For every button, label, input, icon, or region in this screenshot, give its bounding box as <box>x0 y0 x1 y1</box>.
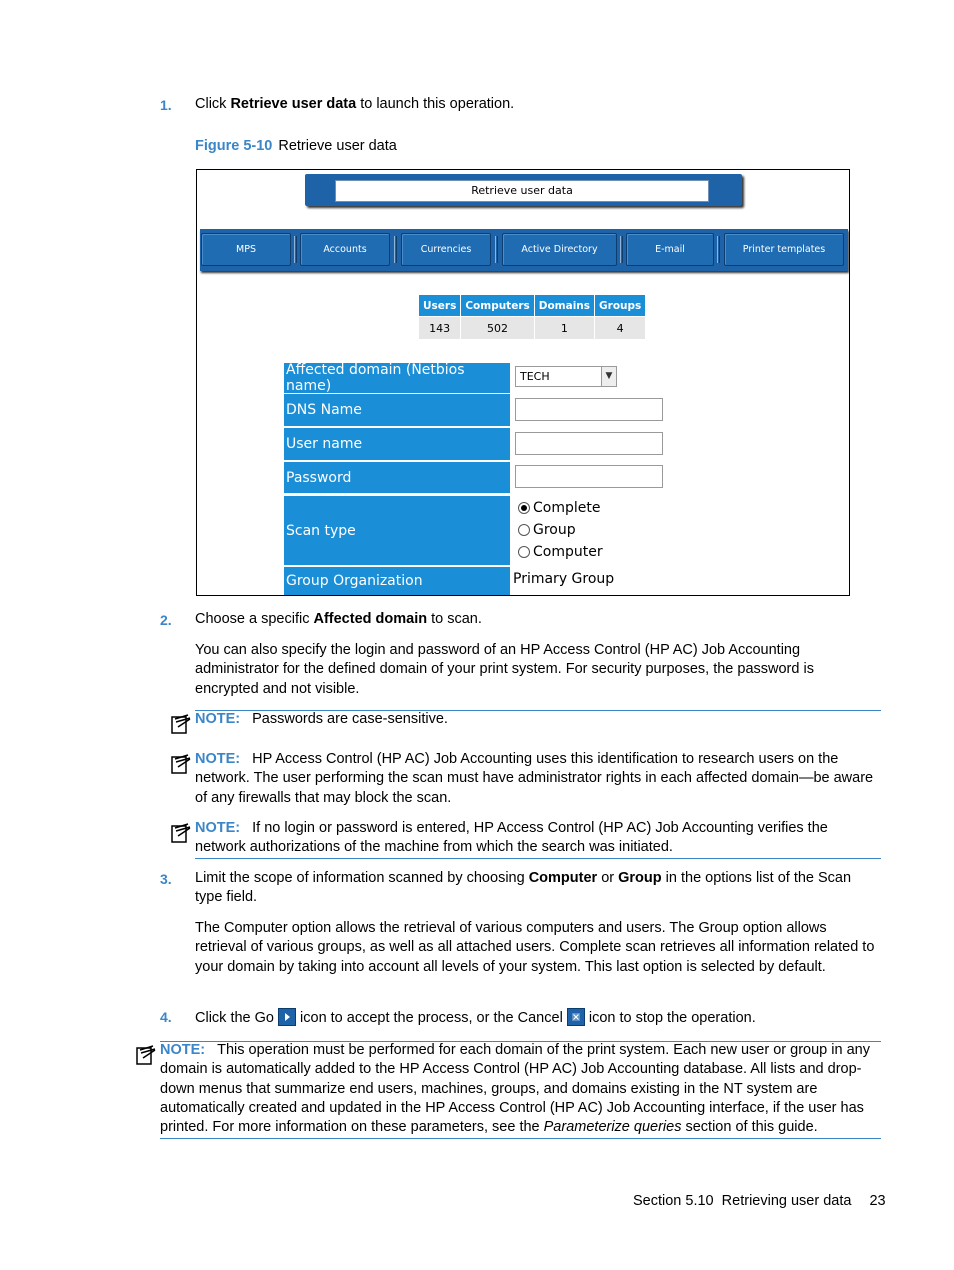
affected-domain-label: Affected domain (Netbios name) <box>284 363 510 393</box>
scan-option-complete[interactable]: Complete <box>518 500 600 516</box>
note-1: NOTE: Passwords are case-sensitive. <box>195 711 448 727</box>
note-rule <box>160 1138 881 1139</box>
step-1-text: Click Retrieve user data to launch this operation. <box>195 96 515 112</box>
retrieve-user-data-button[interactable]: Retrieve user data <box>305 174 742 206</box>
group-organization-value: Primary Group <box>513 571 615 587</box>
step-3-text: Limit the scope of information scanned by choosing Computer or Group in the options list of the Scan type field. <box>195 870 852 906</box>
nav-bar <box>200 229 848 271</box>
page-number: 23 <box>869 1193 886 1209</box>
nav-separator <box>717 236 720 263</box>
note-3: NOTE: If no login or password is entered, HP Access Control (HP AC) Job Accounting verifies the network authorizations of the machine from which the search was initiated. <box>195 820 828 856</box>
page-footer: Section 5.10 Retrieving user data 23 <box>633 1193 886 1209</box>
step-4-text: Click the Go icon to accept the process, or the Cancel icon to stop the operation. <box>195 1010 756 1026</box>
nav-separator <box>620 236 623 263</box>
nav-printer-templates[interactable]: Printer templates <box>724 233 844 266</box>
step-number: 1. <box>160 97 172 113</box>
stats-value: 4 <box>595 317 645 339</box>
radio-icon[interactable] <box>518 546 530 558</box>
nav-separator <box>495 236 498 263</box>
note-icon <box>170 822 192 844</box>
chevron-down-icon[interactable]: ▼ <box>601 367 616 386</box>
scan-option-group[interactable]: Group <box>518 522 576 538</box>
step-number: 3. <box>160 871 172 887</box>
nav-separator <box>294 236 297 263</box>
group-organization-label: Group Organization <box>284 567 510 595</box>
user-name-label: User name <box>284 428 510 460</box>
scan-type-label: Scan type <box>284 496 510 565</box>
stats-header: Groups <box>595 295 645 316</box>
stats-header: Users <box>419 295 460 316</box>
step-3-paragraph: The Computer option allows the retrieval of various computers and users. The Group option allows retrieval of various groups, as well as all attached users. Complete scan retrieves all information related to your domain by taking into account all levels of your system. This last option is selected by default. <box>195 920 875 975</box>
stats-value: 502 <box>461 317 533 339</box>
note-icon <box>170 753 192 775</box>
nav-active-directory[interactable]: Active Directory <box>502 233 617 266</box>
radio-icon[interactable] <box>518 524 530 536</box>
nav-currencies[interactable]: Currencies <box>401 233 491 266</box>
note-4: NOTE: This operation must be performed for each domain of the print system. Each new user or group in any domain is automatically added to the HP Access Control (HP AC) Job Accounting database. All lists and drop-down menus that summarize end users, machines, groups, and domains existing in the NT system are automatically created and updated in the HP Access Control (HP AC) Job Accounting interface, if the user has printed. For more information on these parameters, see the Parameterize queries section of this guide. <box>160 1042 870 1136</box>
note-icon <box>170 713 192 735</box>
step-number: 2. <box>160 612 172 628</box>
stats-header: Domains <box>535 295 594 316</box>
nav-accounts[interactable]: Accounts <box>300 233 390 266</box>
note-icon <box>135 1044 157 1066</box>
figure-caption: Figure 5-10 Retrieve user data <box>195 138 397 154</box>
step-2-paragraph: You can also specify the login and password of an HP Access Control (HP AC) Job Accounting administrator for the defined domain of your print system. For security purposes, the password is encrypted and not visible. <box>195 642 814 697</box>
figure-retrieve-user-data <box>196 169 850 596</box>
affected-domain-select[interactable]: TECH ▼ <box>515 366 617 387</box>
nav-email[interactable]: E-mail <box>626 233 714 266</box>
stats-header: Computers <box>461 295 533 316</box>
user-name-input[interactable] <box>515 432 663 455</box>
password-label: Password <box>284 462 510 493</box>
nav-mps[interactable]: MPS <box>201 233 291 266</box>
note-rule <box>195 858 881 859</box>
password-input[interactable] <box>515 465 663 488</box>
dns-name-label: DNS Name <box>284 394 510 426</box>
nav-separator <box>394 236 397 263</box>
step-number: 4. <box>160 1009 172 1025</box>
note-2: NOTE: HP Access Control (HP AC) Job Accounting uses this identification to research users on the network. The user performing the scan must have administrator rights in each affected domain—be aware of any firewalls that may block the scan. <box>195 751 874 806</box>
stats-table <box>418 294 646 340</box>
scan-option-computer[interactable]: Computer <box>518 544 603 560</box>
step-2-text: Choose a specific Affected domain to scan. <box>195 611 482 627</box>
go-icon <box>278 1008 296 1026</box>
radio-selected-icon[interactable] <box>518 502 530 514</box>
stats-value: 1 <box>535 317 594 339</box>
dns-name-input[interactable] <box>515 398 663 421</box>
cancel-icon <box>567 1008 585 1026</box>
stats-value: 143 <box>419 317 460 339</box>
